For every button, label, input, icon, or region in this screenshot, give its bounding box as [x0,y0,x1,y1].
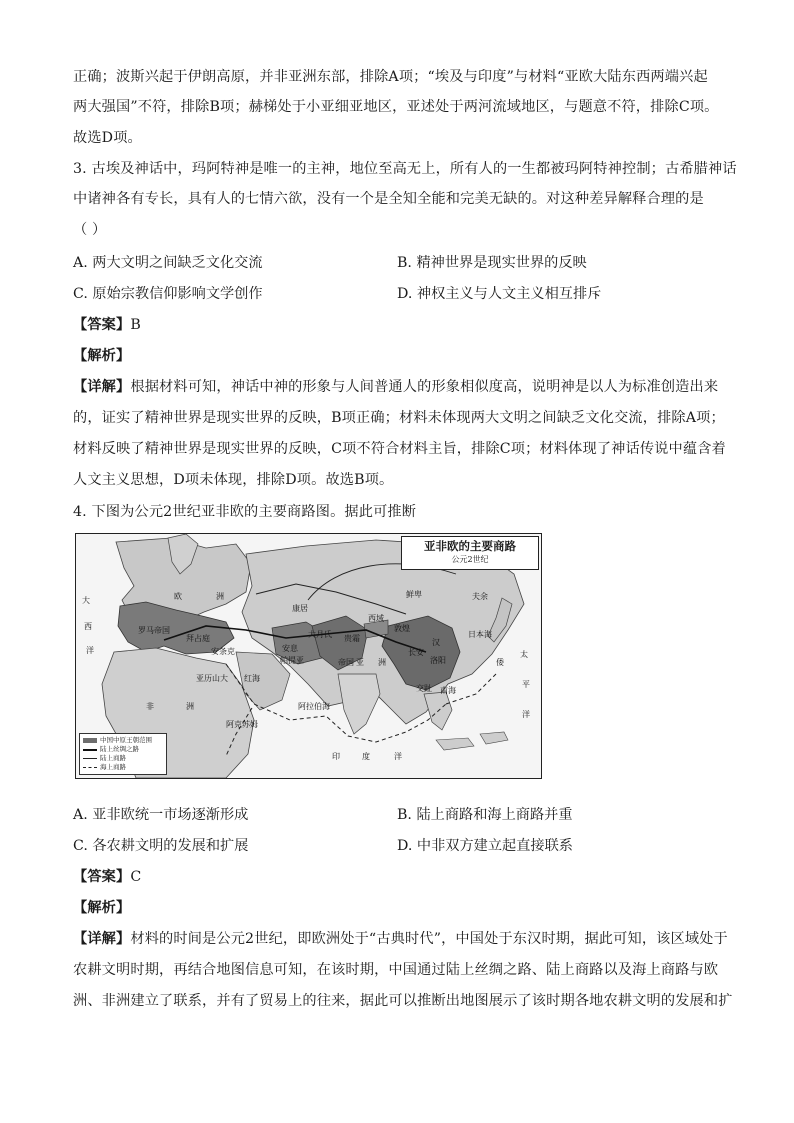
question-3-stem: （ ） [73,222,107,238]
map-label: 洲 [378,658,386,667]
map-legend [79,733,167,775]
map-label: 太 [520,650,528,659]
q3-answer [73,315,141,335]
q4-detail: 洲、非洲建立了联系，并有了贸易上的往来，据此可以推断出地图展示了该时期各地农耕文明的发展和扩 [73,993,733,1009]
map-label: 洋 [86,646,94,655]
q3-detail: 的，证实了精神世界是现实世界的反映，B项正确；材料未体现两大文明之间缺乏文化交流，排除A项； [73,410,725,426]
legend-label: 陆上商路 [100,754,126,762]
legend-label: 海上商路 [100,763,126,771]
q3-analysis-tag [73,346,130,366]
legend-swatch-line [83,758,97,759]
analysis-tag: 【解析】 [73,900,131,916]
map-label: 拜占庭 [186,634,210,643]
q4-detail [73,929,728,949]
map-label: 汉 [432,638,440,647]
question-3-stem: 中诸神各有专长，具有人的七情六欲，没有一个是全知全能和完美无缺的。对这种差异解释合理的是 [73,191,704,207]
answer-tag: 【答案】 [73,869,131,885]
map-label: 西域 [368,614,384,623]
map-label: 大月氏 [308,630,332,639]
detail-text: 材料的时间是公元2世纪，即欧洲处于“古典时代”，中国处于东汉时期，据此可知，该区域处于 [130,931,728,947]
question-3-stem: 3. 古埃及神话中，玛阿特神是唯一的主神，地位至高无上，所有人的一生都被玛阿特神控制；古希腊神话 [73,161,737,177]
map-label: 鲜卑 [406,590,422,599]
legend-item [83,745,163,754]
map-label: 非 [146,702,154,711]
q4-analysis-tag [73,898,130,918]
detail-tag: 【详解】 [73,379,131,395]
map-label: 帕提亚 [280,656,304,665]
legend-swatch-fill [83,738,97,743]
map-label: 洲 [216,592,224,601]
map-title: 亚非欧的主要商路 [424,539,516,553]
detail-text: 根据材料可知，神话中神的形象与人间普通人的形象相似度高，说明神是以人为标准创造出来 [130,379,719,395]
map-label: 洋 [394,752,402,761]
map-label: 亚历山大 [196,674,228,683]
map-label: 亚 [356,658,364,667]
map-label: 阿克苏姆 [226,720,258,729]
map-label: 贵霜 [344,634,360,643]
paragraph-line: 正确；波斯兴起于伊朗高原，并非亚洲东部，排除A项；“埃及与印度”与材料“亚欧大陆东西两端兴起 [73,69,708,85]
q4-option-b: B. 陆上商路和海上商路并重 [397,807,573,823]
q3-detail: 材料反映了精神世界是现实世界的反映，C项不符合材料主旨，排除C项；材料体现了神话传说中蕴含着 [73,441,726,457]
legend-swatch-dashed [83,767,97,768]
map-label: 度 [362,752,370,761]
q3-option-b: B. 精神世界是现实世界的反映 [397,255,587,271]
analysis-tag: 【解析】 [73,348,131,364]
legend-label: 陆上丝绸之路 [100,745,139,753]
map-label: 洲 [186,702,194,711]
map-label: 红海 [244,674,260,683]
map-label: 日本海 [468,630,492,639]
q3-detail [73,377,718,397]
q3-detail: 人文主义思想，D项未体现，排除D项。故选B项。 [73,472,394,488]
map-label: 交趾 [416,684,432,693]
map-label: 阿拉伯海 [298,702,330,711]
legend-swatch-line [83,749,97,751]
map-label: 安条克 [211,647,235,656]
detail-tag: 【详解】 [73,931,131,947]
question-4-stem: 4. 下图为公元2世纪亚非欧的主要商路图。据此可推断 [73,504,417,520]
map-label: 西 [84,622,92,631]
q3-option-c: C. 原始宗教信仰影响文学创作 [73,286,263,302]
answer-value: B [130,317,141,333]
map-label: 南海 [440,686,456,695]
map-label: 倭 [496,658,504,667]
q4-detail: 农耕文明时期，再结合地图信息可知，在该时期，中国通过陆上丝绸之路、陆上商路以及海上商路与欧 [73,962,719,978]
legend-item [83,736,163,745]
q4-answer [73,867,141,887]
map-label: 敦煌 [394,624,410,633]
map-label: 长安 [408,648,424,657]
q3-option-a: A. 两大文明之间缺乏文化交流 [73,255,263,271]
map-label: 大 [82,596,90,605]
paragraph-line: 故选D项。 [73,130,142,146]
trade-routes-map [75,533,542,779]
map-label: 欧 [174,592,182,601]
legend-item [83,763,163,772]
q4-option-c: C. 各农耕文明的发展和扩展 [73,838,249,854]
answer-tag: 【答案】 [73,317,131,333]
map-label: 夫余 [472,592,488,601]
map-label: 帝国 [338,658,354,667]
q3-option-d: D. 神权主义与人文主义相互排斥 [397,286,602,302]
map-label: 洋 [522,710,530,719]
map-label: 洛阳 [430,656,446,665]
legend-label: 中国中原王朝范围 [100,736,152,744]
map-label: 印 [332,752,340,761]
map-title-box [401,536,539,570]
legend-item [83,754,163,763]
map-label: 康居 [292,604,308,613]
q4-option-d: D. 中非双方建立起直接联系 [397,838,573,854]
map-label: 平 [522,680,530,689]
answer-value: C [130,869,142,885]
map-subtitle: 公元2世纪 [451,555,489,564]
q4-option-a: A. 亚非欧统一市场逐渐形成 [73,807,249,823]
paragraph-line: 两大强国”不符，排除B项；赫梯处于小亚细亚地区，亚述处于两河流域地区，与题意不符，排除C项。 [73,99,719,115]
map-label: 罗马帝国 [138,626,170,635]
map-label: 安息 [282,644,298,653]
